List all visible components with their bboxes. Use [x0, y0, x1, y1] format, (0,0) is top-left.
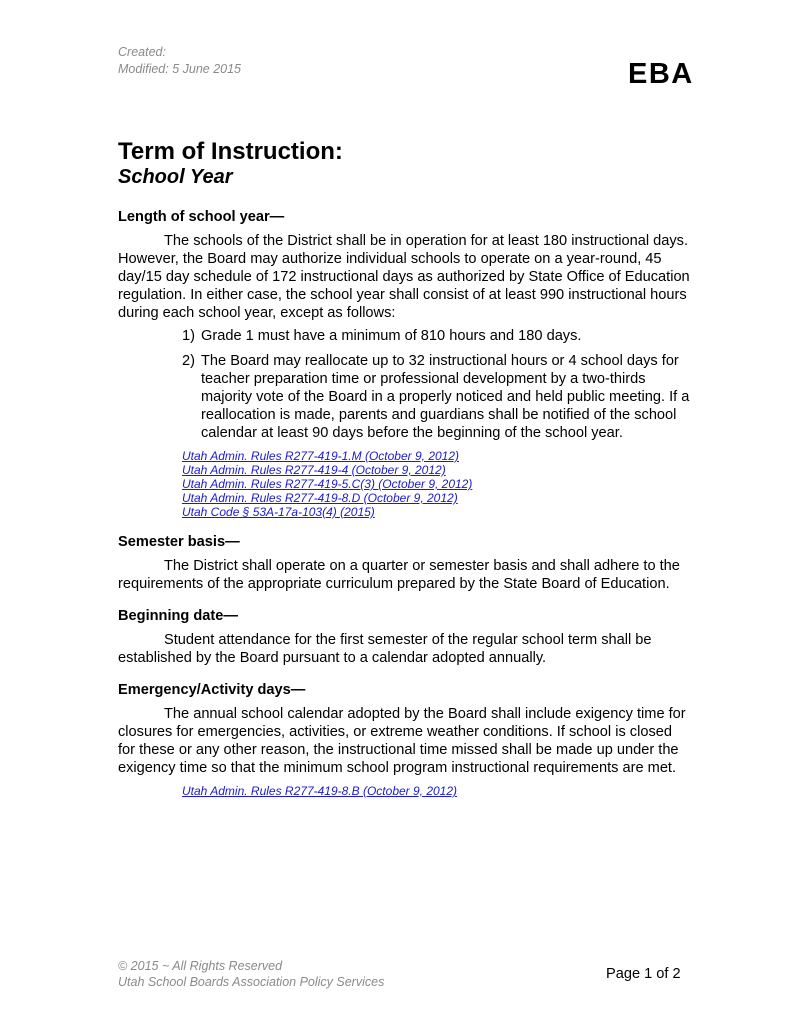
- list-item-text: Grade 1 must have a minimum of 810 hours and 180 days.: [201, 328, 582, 344]
- page-subtitle: School Year: [118, 166, 233, 188]
- footer-credits: [118, 958, 384, 990]
- modified-date: Modified: 5 June 2015: [118, 62, 242, 76]
- list-item: [118, 352, 690, 442]
- section-heading: Beginning date—: [118, 608, 238, 624]
- list-number: 1): [182, 328, 195, 344]
- list-number: 2): [182, 353, 195, 369]
- document-body: [118, 208, 690, 798]
- reference-links: [182, 449, 690, 519]
- reference-link[interactable]: Utah Admin. Rules R277-419-1.M (October 9, 2012): [182, 449, 460, 463]
- copyright-text: © 2015 ~ All Rights Reserved: [118, 959, 283, 973]
- section-paragraph: The schools of the District shall be in operation for at least 180 instructional days. However, the Board may authorize individual schools to operate on a year-round, 45 day/15 day schedule of 172 instructional days as authorized by State Office of Education regulation. In either case, the school year shall consist of at least 990 instructional hours during each school year, except as follows:: [118, 233, 690, 321]
- page-title: Term of Instruction:: [118, 138, 343, 165]
- section-beginning-date: [118, 607, 690, 667]
- list-item: [118, 327, 690, 345]
- publisher-text: Utah School Boards Association Policy Services: [118, 975, 385, 989]
- section-emergency-activity-days: [118, 681, 690, 798]
- section-heading: Emergency/Activity days—: [118, 682, 306, 698]
- document-meta: [118, 44, 241, 78]
- page-number: Page 1 of 2: [606, 966, 681, 982]
- reference-link[interactable]: Utah Admin. Rules R277-419-4 (October 9, 2012): [182, 463, 446, 477]
- section-heading: Semester basis—: [118, 534, 240, 550]
- reference-link[interactable]: Utah Code § 53A-17a-103(4) (2015): [182, 505, 375, 519]
- policy-code: EBA: [628, 58, 694, 90]
- section-length-of-school-year: [118, 208, 690, 519]
- reference-links: [182, 784, 690, 798]
- reference-link[interactable]: Utah Admin. Rules R277-419-5.C(3) (October 9, 2012): [182, 477, 473, 491]
- reference-link[interactable]: Utah Admin. Rules R277-419-8.D (October 9, 2012): [182, 491, 458, 505]
- section-paragraph: The District shall operate on a quarter or semester basis and shall adhere to the requirements of the appropriate curriculum prepared by the State Board of Education.: [118, 558, 680, 592]
- section-heading: Length of school year—: [118, 209, 285, 225]
- section-paragraph: The annual school calendar adopted by the Board shall include exigency time for closures for emergencies, activities, or extreme weather conditions. If school is closed for these or any other reason, the instructional time missed shall be made up under the exigency time so that the minimum school program instructional requirements are met.: [118, 706, 686, 776]
- section-paragraph: Student attendance for the first semester of the regular school term shall be established by the Board pursuant to a calendar adopted annually.: [118, 632, 652, 666]
- reference-link[interactable]: Utah Admin. Rules R277-419-8.B (October 9, 2012): [182, 784, 458, 798]
- list-item-text: The Board may reallocate up to 32 instructional hours or 4 school days for teacher preparation time or professional development by a two-thirds majority vote of the Board in a properly noticed and held public meeting. If a reallocation is made, parents and guardians shall be notified of the school calendar at least 90 days before the beginning of the school year.: [201, 353, 690, 441]
- section-semester-basis: [118, 533, 690, 593]
- exceptions-list: [118, 327, 690, 442]
- created-label: Created:: [118, 45, 166, 59]
